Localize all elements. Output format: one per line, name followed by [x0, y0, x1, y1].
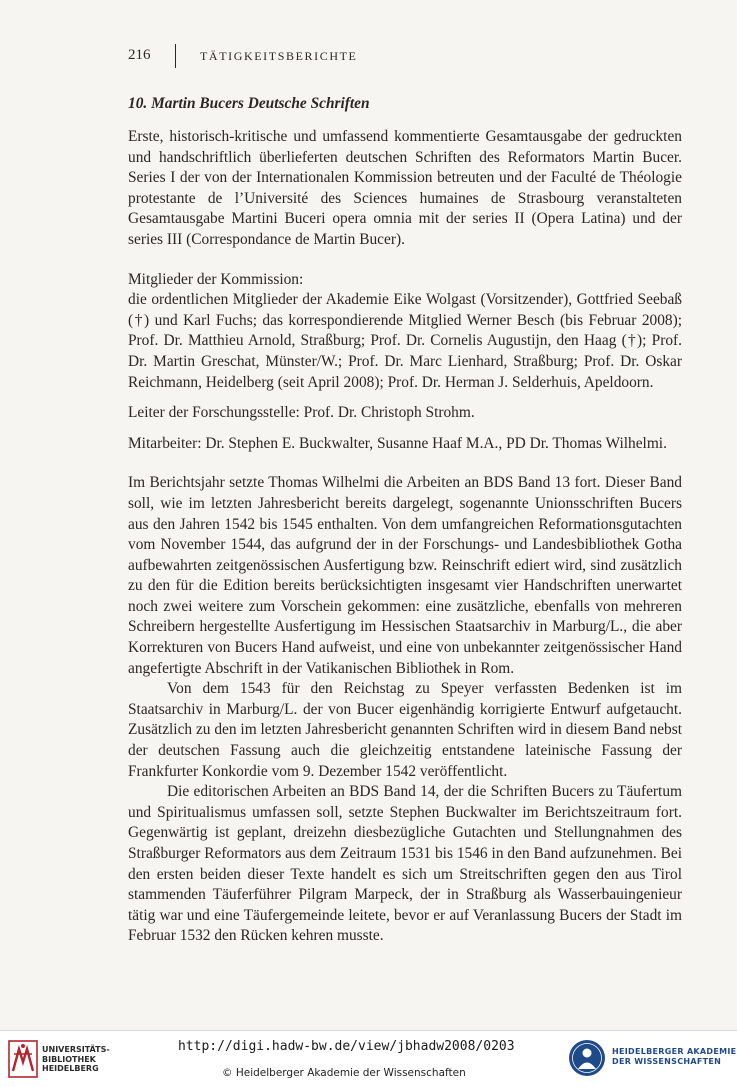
- report-paragraph: Im Berichtsjahr setzte Thomas Wilhelmi die Arbeiten an BDS Band 13 fort. Dieser Band soll, wie im letzten Jahresbericht bereits dargelegt, sogenannte Unionsschriften Bucers aus den Jahren 1542 bis 1545 enthalten. Von dem umfangreichen Reformationsgutachten vom November 1544, das aufgrund der in der Forschungs- und Landesbibliothek Gotha aufbewahrten zeitgenössischen Ausfertigung bzw. Reinschrift ediert wird, sind zusätzlich zu den für die Edition bereits berücksichtigten insgesamt vier Handschriften unerwartet noch zwei weitere zum Vorschein gekommen: eine zusätzliche, ebenfalls von mehreren Schreibern hergestellte Ausfertigung im Hessischen Staatsarchiv in Marburg/L., die aber Korrekturen von Bucers Hand aufweist, und eine von unbekannter zeitgenössischer Hand angefertigte Abschrift in der Vatikanischen Bibliothek in Rom.: [128, 474, 682, 677]
- university-library-name: [42, 1045, 110, 1074]
- intro-paragraph: Erste, historisch-kritische und umfassend kommentierte Gesamtausgabe der gedruckten und handschriftlich überlieferten deutschen Schriften des Reformators Martin Bucer. Series I der von der Internationalen Kommission betreuten und der Faculté de Théologie protestante de l’Université des Sciences humaines de Strasbourg veranstalteten Gesamtausgabe Martini Buceri opera omnia mit der series II (Opera Latina) und der series III (Correspondance de Martin Bucer).: [128, 128, 682, 248]
- permalink-url[interactable]: http://digi.hadw-bw.de/view/jbhadw2008/0203: [178, 1039, 515, 1054]
- university-library-logo-icon: [8, 1040, 38, 1078]
- library-name-line: BIBLIOTHEK: [42, 1054, 96, 1064]
- copyright-notice: © Heidelberger Akademie der Wissenschaften: [222, 1067, 466, 1079]
- main-content: [128, 94, 682, 947]
- page-header: [128, 44, 677, 68]
- research-lead: Leiter der Forschungsstelle: Prof. Dr. Christoph Strohm.: [128, 404, 475, 422]
- report-paragraph: Von dem 1543 für den Reichstag zu Speyer verfassten Bedenken ist im Staatsarchiv in Marburg/L. der von Bucer eigenhändig korrigierte Entwurf aufgetaucht. Zusätzlich zu den im letzten Jahresbericht genannten Schriften wird in diesem Band nebst der deutschen Fassung auch die gleichzeitig entstandene lateinische Fassung der Frankfurter Konkordie vom 9. Dezember 1542 veröffentlicht.: [128, 680, 682, 780]
- page-number: 216: [128, 47, 151, 63]
- academy-name-line: DER WISSENSCHAFTEN: [612, 1057, 722, 1066]
- section-title: 10. Martin Bucers Deutsche Schriften: [128, 95, 370, 112]
- staff-list: Mitarbeiter: Dr. Stephen E. Buckwalter, Susanne Haaf M.A., PD Dr. Thomas Wilhelmi.: [128, 434, 667, 452]
- running-head: TÄTIGKEITSBERICHTE: [200, 49, 358, 63]
- commission-heading: Mitglieder der Kommission:: [128, 270, 304, 288]
- academy-name-line: HEIDELBERGER AKADEMIE: [612, 1047, 737, 1056]
- academy-name: [612, 1047, 736, 1067]
- academy-seal-icon: [568, 1039, 606, 1077]
- report-paragraph: Die editorischen Arbeiten an BDS Band 14, der die Schriften Bucers zu Täufertum und Spiritualismus umfassen soll, setzte Stephen Buckwalter im Berichtszeitraum fort. Gegenwärtig ist geplant, dreizehn diesbezügliche Gutachten und Stellungnahmen des Straßburger Reformators aus dem Zeitraum 1531 bis 1546 in den Band aufzunehmen. Bei den ersten beiden dieser Texte handelt es sich um Streitschriften gegen den aus Tirol stammenden Täuferführer Pilgram Marpeck, der in Straßburg als Wasserbauingenieur tätig war und eine Täufergemeinde leitete, bevor er auf Veranlassung Bucers der Stadt im Februar 1532 den Rücken kehren musste.: [128, 783, 682, 945]
- header-divider: [175, 44, 176, 68]
- library-name-line: HEIDELBERG: [42, 1064, 99, 1073]
- viewer-footer: [0, 1030, 737, 1087]
- library-name-line: UNIVERSITÄTS-: [42, 1045, 110, 1054]
- commission-members: die ordentlichen Mitglieder der Akademie Eike Wolgast (Vorsitzender), Gottfried Seebaß (†) und Karl Fuchs; das korrespondierende Mitglied Werner Besch (bis Februar 2008); Prof. Dr. Matthieu Arnold, Straßburg; Prof. Dr. Cornelis Augustijn, den Haag (†); Prof. Dr. Martin Greschat, Münster/W.; Prof. Dr. Marc Lienhard, Straßburg; Prof. Dr. Oskar Reichmann, Heidelberg (seit April 2008); Prof. Dr. Herman J. Selderhuis, Apeldoorn.: [128, 291, 682, 391]
